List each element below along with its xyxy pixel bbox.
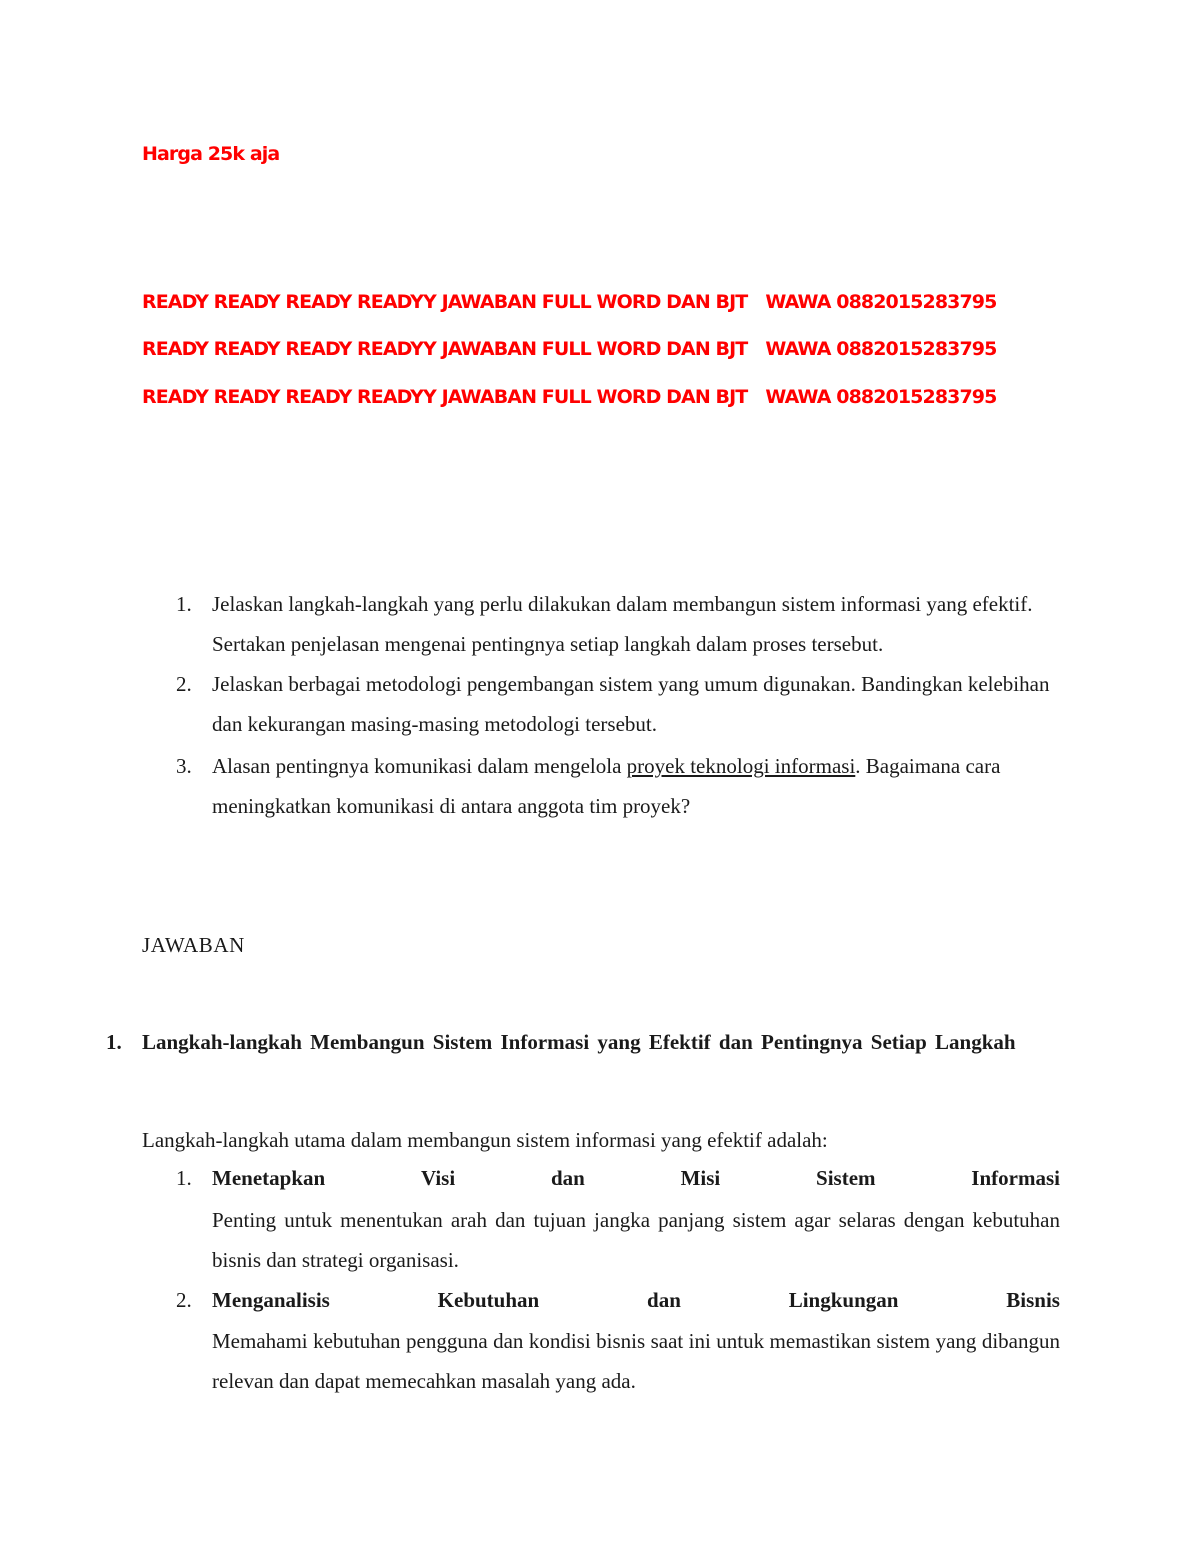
ad-line-text: READY READY READY READYY JAWABAN FULL WORD DAN BJT <box>142 338 748 360</box>
step-title-word: Lingkungan <box>788 1288 899 1312</box>
price-note: Harga 25k aja <box>142 143 280 165</box>
step-title-word: Menganalisis <box>212 1288 330 1312</box>
section-intro: Langkah-langkah utama dalam membangun sistem informasi yang efektif adalah: <box>142 1128 828 1152</box>
step-number: 1. <box>176 1166 192 1190</box>
question-text <box>212 746 1060 826</box>
step-description: Penting untuk menentukan arah dan tujuan jangka panjang sistem agar selaras dengan kebutuhan bisnis dan strategi organisasi. <box>212 1208 1060 1272</box>
underlined-term: proyek teknologi informasi <box>626 754 856 778</box>
answer-heading: JAWABAN <box>142 933 245 957</box>
step-title <box>212 1280 1060 1320</box>
question-text: Jelaskan berbagai metodologi pengembangan sistem yang umum digunakan. Bandingkan kelebihan dan kekurangan masing-masing metodologi tersebut. <box>212 672 1050 736</box>
ad-line-contact: WAWA 0882015283795 <box>765 386 997 408</box>
step-title-word: Menetapkan <box>212 1166 326 1190</box>
question-number: 2. <box>176 672 192 696</box>
step-number: 2. <box>176 1288 192 1312</box>
ad-line <box>142 386 996 408</box>
question-number: 1. <box>176 592 192 616</box>
ad-line <box>142 338 996 360</box>
step-title <box>212 1158 1060 1198</box>
step-title-word: Informasi <box>971 1166 1060 1190</box>
step-title-word: dan <box>550 1166 585 1190</box>
section-title: Langkah-langkah Membangun Sistem Informasi yang Efektif dan Pentingnya Setiap Langkah <box>142 1030 1016 1054</box>
ad-line-contact: WAWA 0882015283795 <box>765 291 997 313</box>
ad-line-text: READY READY READY READYY JAWABAN FULL WORD DAN BJT <box>142 386 748 408</box>
question-number: 3. <box>176 754 192 778</box>
ad-line <box>142 291 996 313</box>
question-text-end: . Bagaimana cara meningkatkan komunikasi di antara anggota tim proyek? <box>212 754 1001 818</box>
step-title-word: dan <box>647 1288 681 1312</box>
section-number: 1. <box>106 1030 122 1054</box>
step-title-word: Bisnis <box>1006 1288 1060 1312</box>
ad-line-text: READY READY READY READYY JAWABAN FULL WORD DAN BJT <box>142 291 748 313</box>
step-title-word: Sistem <box>816 1166 876 1190</box>
ad-line-contact: WAWA 0882015283795 <box>765 338 997 360</box>
step-title-word: Visi <box>420 1166 456 1190</box>
question-text: Jelaskan langkah-langkah yang perlu dilakukan dalam membangun sistem informasi yang efektif. Sertakan penjelasan mengenai pentingnya setiap langkah dalam proses tersebut. <box>212 592 1033 656</box>
step-title-word: Kebutuhan <box>437 1288 540 1312</box>
step-title-word: Misi <box>680 1166 721 1190</box>
step-description: Memahami kebutuhan pengguna dan kondisi bisnis saat ini untuk memastikan sistem yang dibangun relevan dan dapat memecahkan masalah yang ada. <box>212 1329 1060 1393</box>
question-text-start: Alasan pentingnya komunikasi dalam mengelola <box>212 754 627 778</box>
